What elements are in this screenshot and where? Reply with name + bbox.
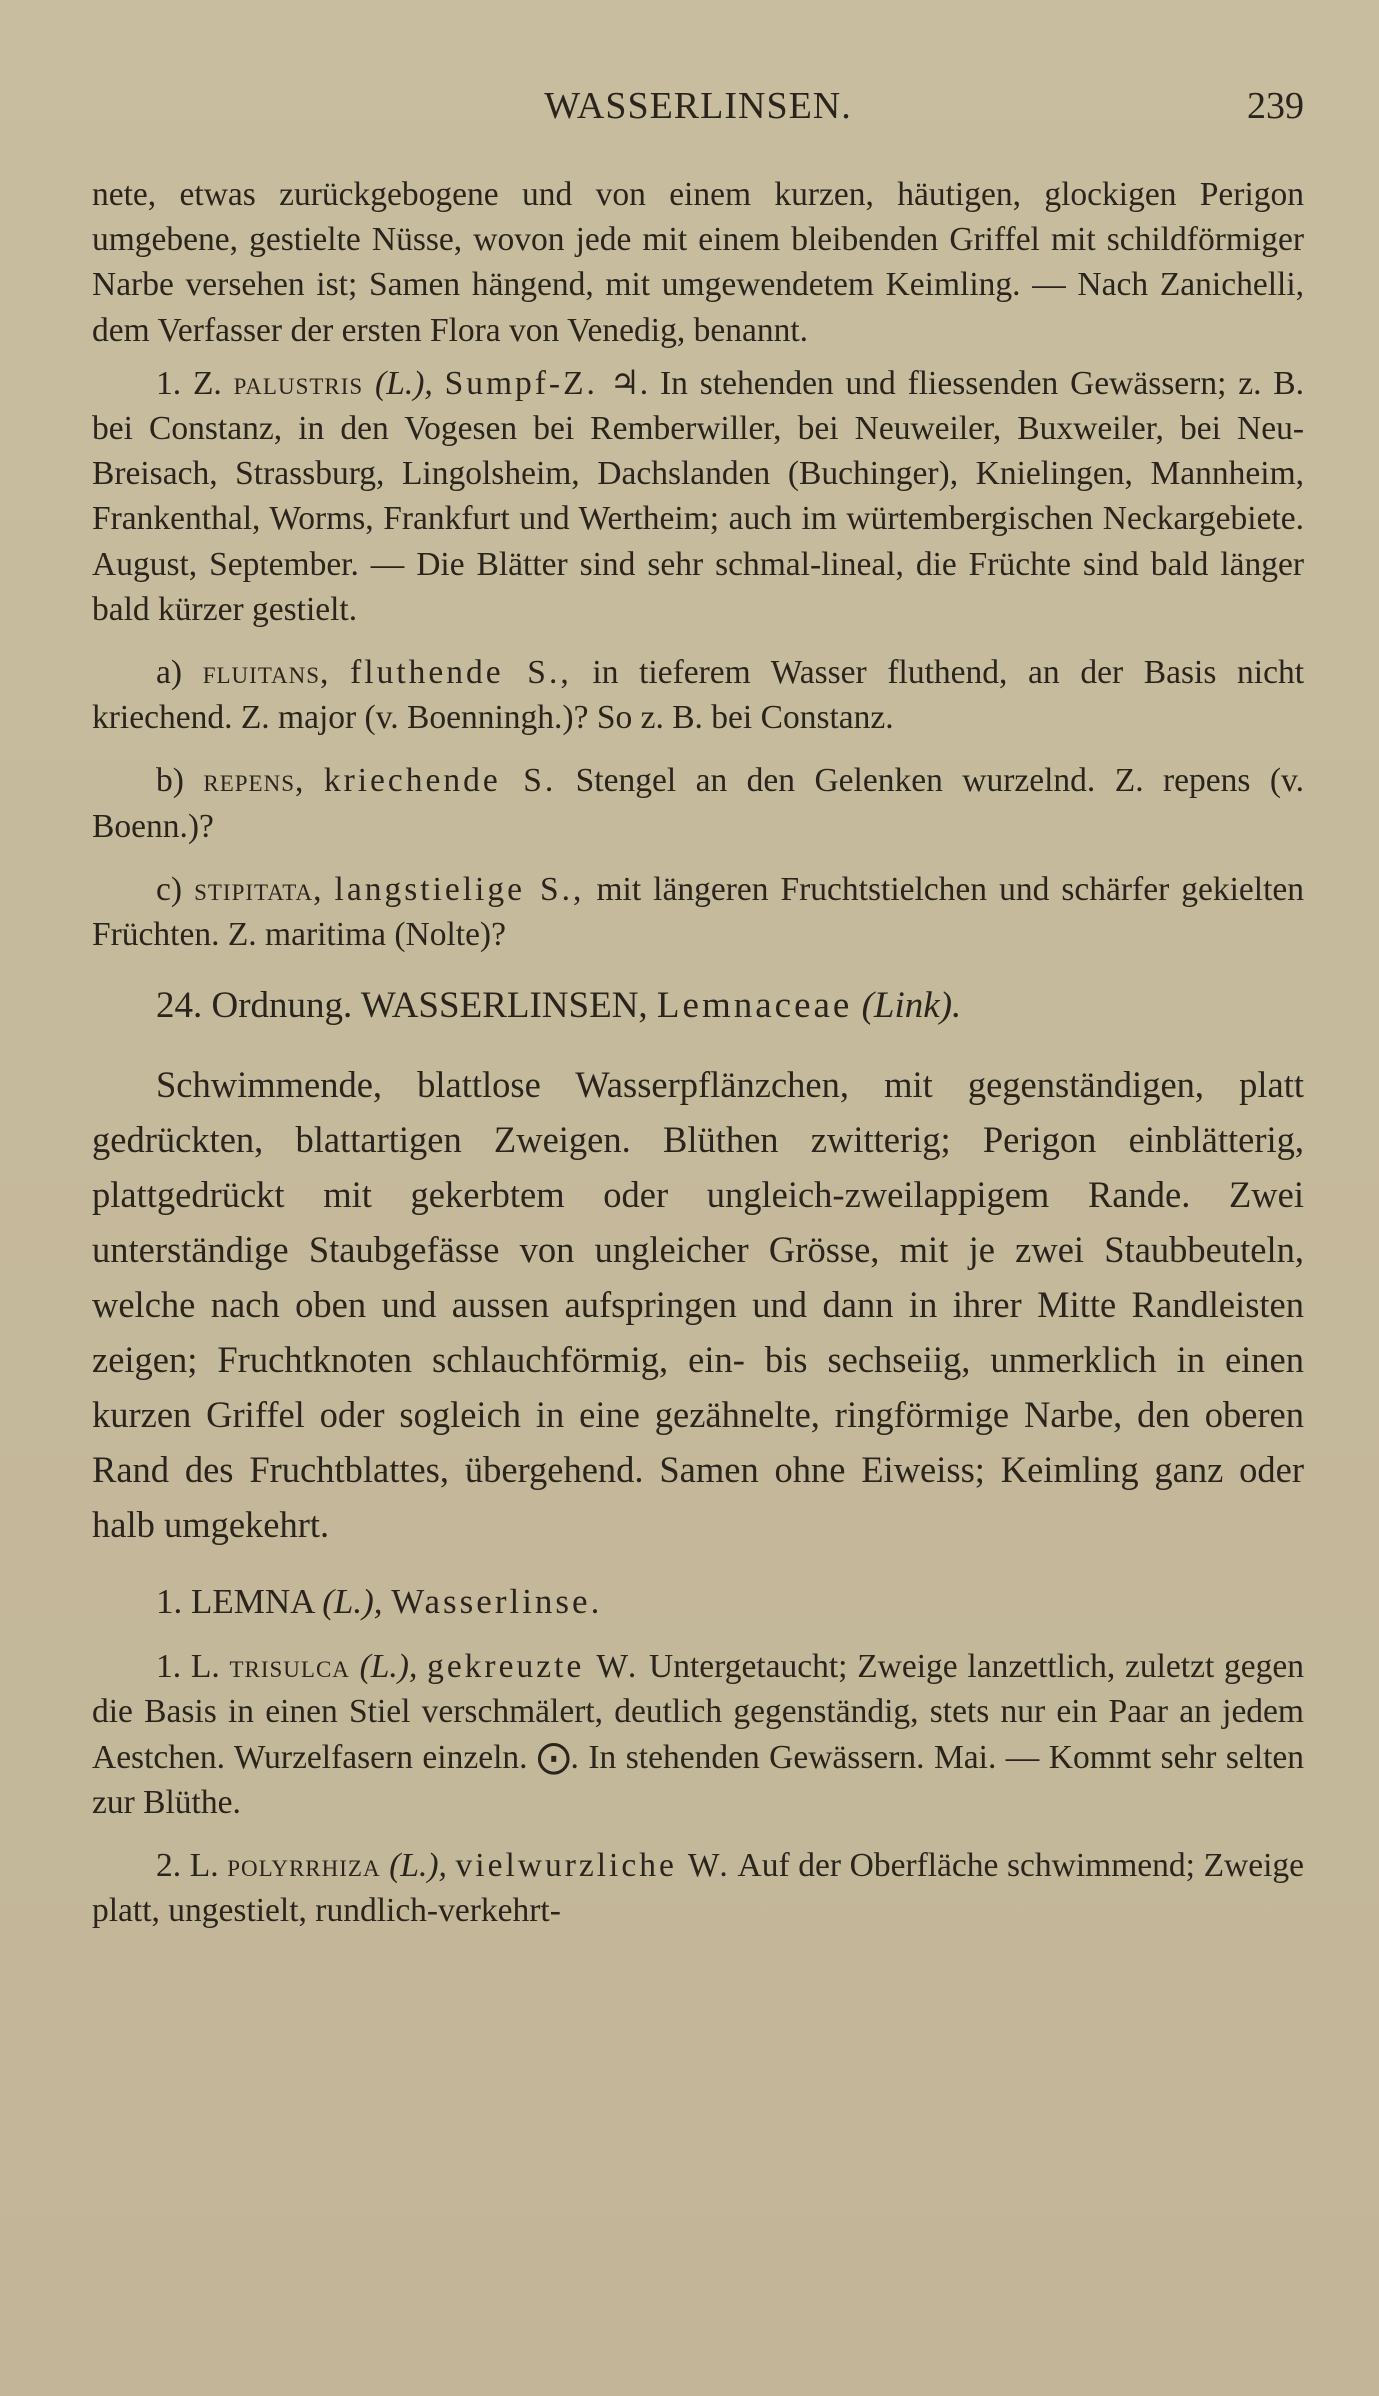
species-name: polyrrhiza bbox=[227, 1847, 381, 1885]
species-entry bbox=[92, 1644, 1304, 1825]
genus-author: (L.), bbox=[322, 1582, 383, 1622]
species-author: (L.), bbox=[359, 1648, 418, 1686]
order-heading bbox=[92, 981, 1304, 1031]
common-name: gekreuzte W. bbox=[427, 1648, 640, 1686]
perennial-symbol: ♃. bbox=[609, 364, 649, 402]
variety-label: b) bbox=[156, 762, 184, 800]
variety-description: in tieferem Wasser fluthend, an der Basis nicht kriechend. Z. major (v. Boenningh.)? So z. B. bei Constanz. bbox=[92, 654, 1305, 737]
variety-label: c) bbox=[156, 870, 183, 908]
variety-name: fluitans, bbox=[202, 654, 330, 692]
species-name: trisulca bbox=[229, 1648, 350, 1686]
variety-entry bbox=[92, 758, 1304, 848]
species-entry bbox=[92, 1843, 1304, 1933]
variety-name: stipitata, bbox=[194, 870, 323, 908]
page-header bbox=[92, 84, 1304, 134]
species-author: (L.), bbox=[389, 1847, 447, 1885]
variety-common-name: langstielige S., bbox=[334, 870, 585, 908]
genus-common-name: Wasserlinse. bbox=[391, 1582, 603, 1622]
species-author: (L.), bbox=[375, 364, 433, 402]
order-author: (Link). bbox=[861, 985, 962, 1027]
running-title: WASSERLINSEN. bbox=[544, 85, 852, 127]
order-name: WASSERLINSEN, bbox=[360, 985, 648, 1027]
common-name: Sumpf-Z. bbox=[444, 364, 598, 402]
variety-name: repens, bbox=[203, 762, 305, 800]
genus-name: LEMNA bbox=[191, 1582, 314, 1622]
common-name: vielwurzliche W. bbox=[455, 1847, 731, 1885]
variety-label: a) bbox=[156, 654, 183, 692]
order-description: Schwimmende, blattlose Wasserpflänzchen, mit gegenständigen, platt gedrückten, blattartigen Zweigen. Blüthen zwitterig; Perigon einblätterig, plattgedrückt mit gekerbtem oder ungleich-zweilappigem Rande. Zwei unterständige Staubgefässe von ungleicher Grösse, mit je zwei Staubbeuteln, welche nach oben und aussen aufspringen und dann in ihrer Mitte Randleisten zeigen; Fruchtknoten schlauchförmig, ein- bis sechseiig, unmerklich in einen kurzen Griffel oder sogleich in eine gezähnelte, ringförmige Narbe, den oberen Rand des Fruchtblattes, übergehend. Samen ohne Eiweiss; Keimling ganz oder halb umgekehrt. bbox=[92, 1064, 1304, 1546]
species-number: 1. L. bbox=[156, 1648, 220, 1686]
variety-entry bbox=[92, 867, 1304, 957]
species-description: Untergetaucht; Zweige lanzettlich, zuletzt gegen die Basis in einen Stiel verschmälert, deutlich gegenständig, stets nur ein Paar an jedem Aestchen. Wurzelfasern einzeln. bbox=[92, 1648, 1305, 1776]
species-description: In stehenden und fliessenden Gewässern; z. B. bei Constanz, in den Vogesen bei Remberwiller, bei Neuweiler, Buxweiler, bei Neu-Breisach, Strassburg, Lingolsheim, Dachslanden (Buchinger), Knielingen, Mannheim, Frankenthal, Worms, Frankfurt und Wertheim; auch im würtembergischen Neckargebiete. August, September. — Die Blätter sind sehr schmal-lineal, die Früchte sind bald länger bald kürzer gestielt. bbox=[92, 364, 1305, 628]
species-habitat: In stehenden Gewässern. Mai. — Kommt sehr selten zur Blüthe. bbox=[92, 1738, 1305, 1821]
variety-description: mit längeren Fruchtstielchen und schärfer gekielten Früchten. Z. maritima (Nolte)? bbox=[92, 870, 1305, 954]
genus-number: 1. bbox=[156, 1582, 183, 1622]
genus-description-continued: nete, etwas zurückgebogene und von einem kurzen, häutigen, glockigen Perigon umgebene, gestielte Nüsse, wovon jede mit einem bleibenden Griffel mit schildförmiger Narbe versehen ist; Samen hängend, mit umgewendetem Keimling. — Nach Zanichelli, dem Verfasser der ersten Flora von Venedig, benannt. bbox=[92, 176, 1304, 349]
order-latin-name: Lemnaceae bbox=[656, 985, 853, 1027]
species-number: 1. Z. bbox=[156, 364, 222, 402]
species-number: 2. L. bbox=[156, 1847, 219, 1885]
page-number: 239 bbox=[1247, 85, 1304, 127]
species-name: palustris bbox=[233, 364, 364, 402]
annual-symbol: ⨀. bbox=[537, 1738, 579, 1776]
order-number: 24. Ordnung. bbox=[156, 985, 353, 1027]
species-entry bbox=[92, 361, 1304, 632]
variety-common-name: kriechende S. bbox=[323, 762, 557, 800]
genus-heading bbox=[92, 1578, 1304, 1626]
variety-description: Stengel an den Gelenken wurzelnd. Z. repens (v. Boenn.)? bbox=[92, 762, 1305, 845]
body-text bbox=[92, 172, 1304, 1933]
variety-entry bbox=[92, 650, 1304, 740]
species-description: Auf der Oberfläche schwimmend; Zweige platt, ungestielt, rundlich-verkehrt- bbox=[92, 1847, 1305, 1930]
variety-common-name: fluthende S., bbox=[350, 654, 572, 692]
